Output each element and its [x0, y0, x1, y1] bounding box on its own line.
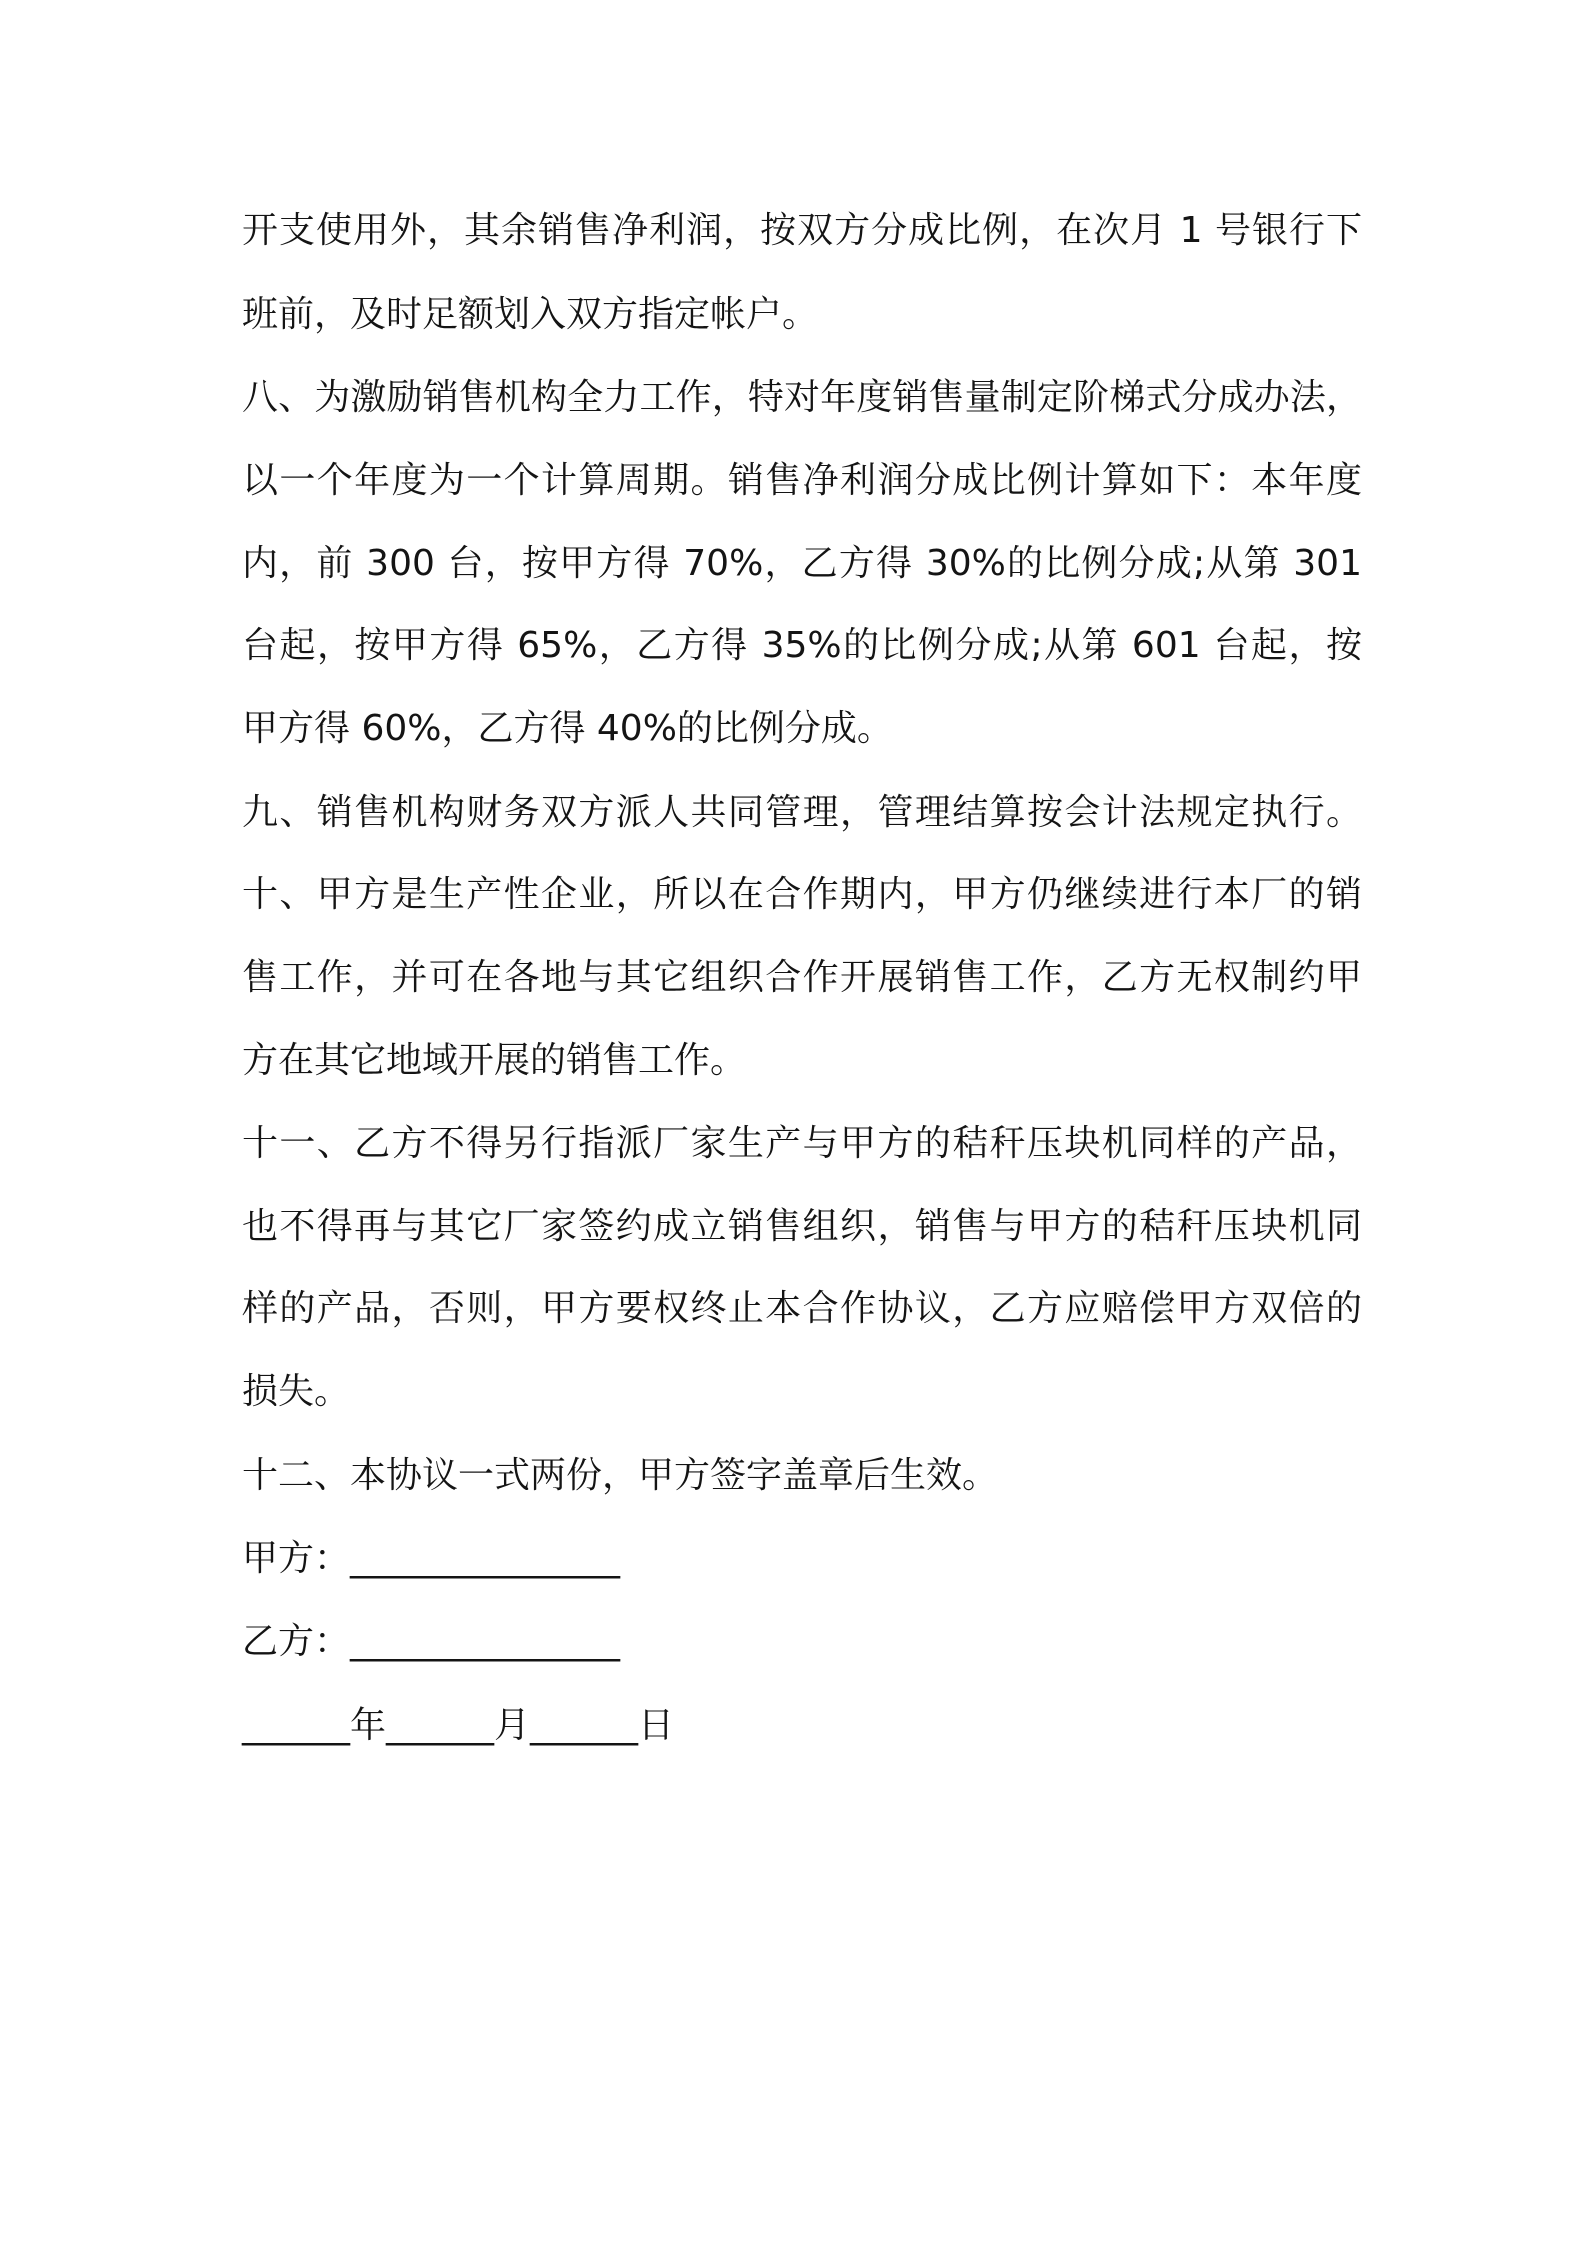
clause-11-line: 损失。 [242, 1371, 351, 1412]
clause-8-line: 台起，按甲方得 65%，乙方得 35%的比例分成;从第 601 台起，按 [242, 625, 1362, 666]
paragraph-line: 班前，及时足额划入双方指定帐户。 [242, 294, 819, 335]
clause-10-line: 十、甲方是生产性企业，所以在合作期内，甲方仍继续进行本厂的销 [242, 874, 1362, 915]
clause-10-line: 方在其它地域开展的销售工作。 [242, 1040, 747, 1081]
date-line: ______年______月______日 [242, 1705, 674, 1746]
clause-12-line: 十二、本协议一式两份，甲方签字盖章后生效。 [242, 1455, 999, 1496]
clause-10-line: 售工作，并可在各地与其它组织合作开展销售工作，乙方无权制约甲 [242, 957, 1362, 998]
clause-11-line: 也不得再与其它厂家签约成立销售组织，销售与甲方的秸秆压块机同 [242, 1206, 1362, 1247]
clause-8-line: 八、为激励销售机构全力工作，特对年度销售量制定阶梯式分成办法， [242, 377, 1362, 418]
clause-8-line: 甲方得 60%，乙方得 40%的比例分成。 [242, 708, 893, 749]
clause-8-line: 内，前 300 台，按甲方得 70%，乙方得 30%的比例分成;从第 301 [242, 543, 1362, 584]
clause-9-line: 九、销售机构财务双方派人共同管理，管理结算按会计法规定执行。 [242, 792, 1362, 833]
clause-11-line: 样的产品，否则，甲方要权终止本合作协议，乙方应赔偿甲方双倍的 [242, 1288, 1362, 1329]
clause-11-line: 十一、乙方不得另行指派厂家生产与甲方的秸秆压块机同样的产品， [242, 1123, 1362, 1164]
party-b-signature-line: 乙方：_______________ [242, 1621, 621, 1662]
paragraph-line: 开支使用外，其余销售净利润，按双方分成比例，在次月 1 号银行下 [242, 210, 1362, 251]
clause-8-line: 以一个年度为一个计算周期。销售净利润分成比例计算如下：本年度 [242, 460, 1362, 501]
party-a-signature-line: 甲方：_______________ [242, 1538, 621, 1579]
